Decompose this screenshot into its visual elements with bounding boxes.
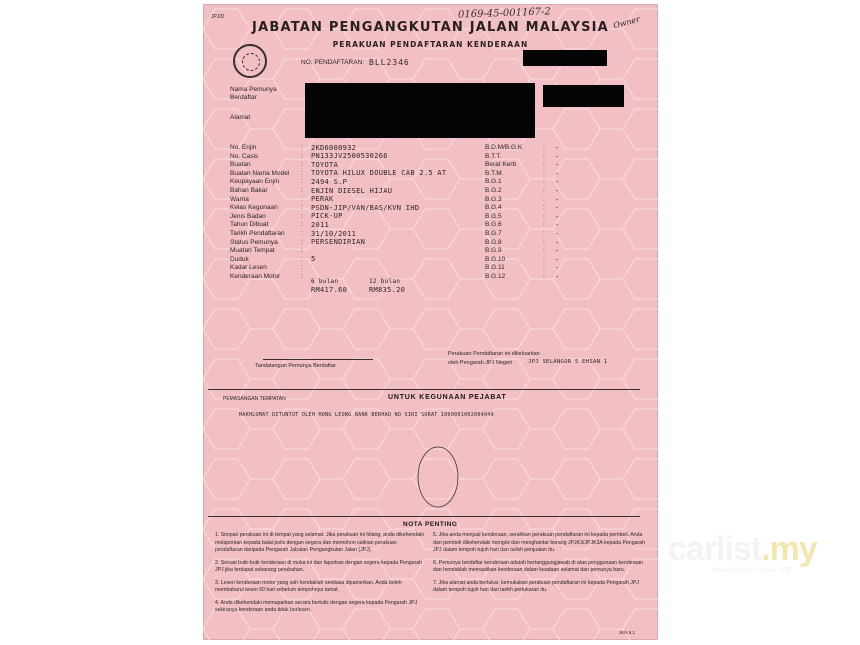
field-value: TOYOTA — [311, 160, 339, 169]
weight-label: B.G.1 — [485, 178, 502, 186]
rate-6-month-value: RM417.60 — [311, 286, 348, 294]
weight-colon: : — [543, 221, 545, 229]
weight-value: - — [555, 238, 560, 247]
weight-label: B.G.3 — [485, 195, 502, 203]
field-label: Warna — [230, 195, 249, 203]
notes-heading: NOTA PENTING — [403, 521, 458, 528]
field-value: 31/10/2011 — [311, 229, 357, 238]
weight-value: - — [555, 255, 560, 264]
section-divider — [208, 516, 640, 517]
field-label: Kelas Kegunaan — [230, 204, 278, 212]
weight-label: B.G.6 — [485, 221, 502, 229]
field-value: 2494 S.P — [311, 177, 348, 186]
field-colon: : — [301, 247, 303, 255]
office-entry: MAKHLUMAT DITUNTUT OLEH HONG LEONG BANK BERHAD NO SIRI SURAT 1000001002004049 — [239, 412, 494, 418]
stamp-note: Owner — [612, 14, 641, 31]
corner-code: JPJ/D — [211, 14, 225, 20]
note-item: 4. Anda dikehendaki memaparkan secara bertulis dengan segera kepada Pengarah JPJ sekiranya kenderaan anda tidak berlesen. — [215, 599, 418, 614]
field-value: PSDN-JIP/VAN/BAS/KVN IHD — [311, 203, 420, 212]
rate-12-month-label: 12 bulan — [369, 278, 401, 285]
owner-name-label: Nama Pemunya Berdaftar — [230, 86, 277, 102]
weight-label: B.G.10 — [485, 255, 506, 263]
office-heading: UNTUK KEGUNAAN PEJABAT — [388, 394, 507, 401]
field-label: Duduk — [230, 255, 249, 263]
redaction-block — [523, 50, 607, 66]
owner-signature-label: Tandatangan Pemunya Berdaftar — [255, 363, 336, 369]
weight-value: - — [555, 178, 560, 187]
field-value: TOYOTA HILUX DOUBLE CAB 2.5 AT — [311, 169, 447, 178]
field-label: No. Casis — [230, 152, 259, 160]
note-item: 1. Simpan perakuan ini di tempat yang selamat. Jika perakuan ini hilang, anda dikehendaki melaporkan kepada balai polis dengan segera dan memohon salinan perakuan pendaftaran daripada Pengarah Jabatan Pengangkutan Jalan (JPJ). — [215, 532, 424, 554]
weight-value: - — [555, 247, 560, 256]
field-label: Bahan Bakar — [230, 187, 268, 194]
weight-colon: : — [543, 238, 545, 246]
weight-label: B.G.4 — [485, 204, 502, 212]
weight-label: B.G.7 — [485, 230, 502, 237]
weight-label: B.G.8 — [485, 238, 502, 246]
notes-right-column — [433, 532, 648, 595]
field-label: Buatan — [230, 161, 251, 169]
weight-value: - — [555, 161, 560, 170]
note-item: 3. Lesen kenderaan motor yang sah hendaklah sentiasa dipamerkan. Anda boleh membaharui lesen 60 hari sebelum tempohnya tamat. — [215, 579, 402, 594]
weight-colon: : — [543, 264, 545, 272]
field-colon: : — [301, 255, 303, 263]
field-colon: : — [301, 178, 303, 186]
field-colon: : — [301, 169, 303, 177]
weight-colon: : — [543, 195, 545, 203]
weight-label: Berat Kerb — [485, 161, 517, 169]
issuing-officer: JPJ SELANGOR 5 EHSAN 1 — [528, 359, 608, 365]
field-value: PICK-UP — [311, 212, 343, 221]
redaction-block — [305, 83, 535, 138]
field-label: Buatan Nama Model — [230, 169, 290, 177]
note-item: 6. Pemunya berdaftar kenderaan adalah bertanggungjawab di atas penggunaan kenderaan dan hendaklah memastikan kenderaan dalam keadaan selamat dan pemunya baru. — [433, 559, 643, 574]
watermark-tagline: MALAYSIA'S NO.1 CAR SITE — [712, 568, 792, 574]
weight-value: - — [555, 273, 560, 281]
field-label: Keupayaan Enjin — [230, 178, 280, 186]
handwritten-loop-mark — [413, 442, 463, 512]
office-left-label: PEMASANGAN TEMPATAN — [223, 396, 286, 402]
weight-value: - — [555, 204, 560, 213]
field-colon: : — [301, 230, 303, 237]
field-colon: : — [301, 187, 303, 194]
rate-6-month-label: 6 bulan — [311, 278, 339, 285]
field-value: 2011 — [311, 220, 330, 229]
carlist-watermark — [668, 530, 817, 569]
field-label: Kenderaan Motor — [230, 273, 281, 280]
weight-colon: : — [543, 230, 545, 237]
weight-value: - — [555, 264, 560, 273]
field-colon: : — [301, 221, 303, 229]
weight-label: B.G.2 — [485, 187, 502, 194]
weight-value: - — [555, 144, 560, 152]
weight-value: - — [555, 221, 560, 230]
registration-certificate — [203, 4, 658, 640]
weight-colon: : — [543, 187, 545, 194]
notes-left-column — [215, 532, 425, 615]
field-value: ENJIN DIESEL HIJAU — [311, 186, 393, 195]
issued-by-line2: oleh Pengarah JPJ Negeri — [448, 360, 513, 366]
field-colon: : — [301, 161, 303, 169]
field-colon: : — [301, 144, 303, 151]
weight-colon: : — [543, 273, 545, 280]
weight-colon: : — [543, 169, 545, 177]
issued-by-line1: Perakuan Pendaftaran ini dikeluarkan — [448, 351, 540, 357]
field-colon: : — [301, 238, 303, 246]
weight-colon: : — [543, 161, 545, 169]
field-label: Muatan Tempat — [230, 247, 275, 255]
redaction-block — [543, 85, 624, 107]
field-colon: : — [301, 204, 303, 212]
weight-label: B.T.T. — [485, 152, 502, 160]
weight-colon: : — [543, 204, 545, 212]
weight-value: - — [555, 152, 560, 161]
note-item: 5. Jika anda menjual kenderaan, serahkan perakuan pendaftaran ini kepada pembeli. Anda dan pembeli dikehendaki mengisi dan menghantar borang JPJK3/JPJK3A kepada Pengarah JPJ dalam tempoh tujuh hari dan tarikh penjualan itu. — [433, 532, 645, 554]
weight-label: B.G.11 — [485, 264, 505, 272]
field-label: Kadar Lesen — [230, 264, 267, 272]
page-title: JABATAN PENGANGKUTAN JALAN MALAYSIA — [252, 20, 609, 35]
weight-label: B.G.9 — [485, 247, 502, 255]
field-label: Tarikh Pendaftaran — [230, 230, 285, 237]
field-label: Tahun Dibuat — [230, 221, 269, 229]
field-value: PN133JV2500530266 — [311, 152, 388, 161]
watermark-brand: carlist — [668, 530, 762, 568]
registration-label: NO. PENDAFTARAN: — [301, 59, 365, 66]
watermark-tld: .my — [761, 530, 817, 568]
weight-colon: : — [543, 247, 545, 255]
section-divider — [208, 389, 640, 390]
weight-colon: : — [543, 255, 545, 263]
field-colon: : — [301, 264, 303, 272]
weight-label: B.D.M/B.G.K — [485, 144, 523, 151]
field-colon: : — [301, 152, 303, 160]
field-label: Status Pemunya — [230, 238, 278, 246]
page-subtitle: PERAKUAN PENDAFTARAN KENDERAAN — [332, 40, 529, 49]
weight-label: B.G.12 — [485, 273, 506, 280]
weight-value: - — [555, 195, 560, 204]
field-label: No. Enjin — [230, 144, 257, 151]
weight-colon: : — [543, 144, 545, 151]
form-code: JKN 5.1 — [619, 630, 636, 635]
weight-value: - — [555, 230, 560, 238]
weight-label: B.G.5 — [485, 212, 502, 220]
field-value: PERAK — [311, 195, 334, 204]
field-colon: : — [301, 212, 303, 220]
weight-value: - — [555, 187, 560, 195]
weight-colon: : — [543, 152, 545, 160]
weight-value: - — [555, 169, 560, 178]
signature-line — [263, 359, 373, 360]
field-value: 2KD6000932 — [311, 143, 357, 152]
field-value: 5 — [311, 255, 316, 264]
field-value: PERSENDIRIAN — [311, 238, 366, 247]
jpj-seal-icon — [233, 44, 267, 78]
registration-number: BLL2346 — [369, 58, 410, 67]
weight-colon: : — [543, 178, 545, 186]
handwritten-reference: 0169-45-001167-2 — [457, 6, 552, 21]
field-colon: : — [301, 195, 303, 203]
weight-label: B.T.M. — [485, 169, 504, 177]
field-label: Jenis Badan — [230, 212, 266, 220]
weight-value: - — [555, 212, 560, 221]
note-item: 2. Sesuai butir-butir kenderaan di muka ini dan laporkan dengan segera kepada Pengarah JPJ jika terdapat sebarang perubahan. — [215, 559, 423, 574]
note-item: 7. Jika alamat anda bertukar, kemukakan perakuan pendaftaran ini kepada Pengarah JPJ dalam tempoh tujuh hari dari tarikh pertukaran itu. — [433, 579, 639, 594]
weight-colon: : — [543, 212, 545, 220]
rate-12-month-value: RM835.20 — [369, 286, 406, 294]
address-label: Alamat — [230, 114, 251, 121]
field-colon: : — [301, 273, 303, 280]
